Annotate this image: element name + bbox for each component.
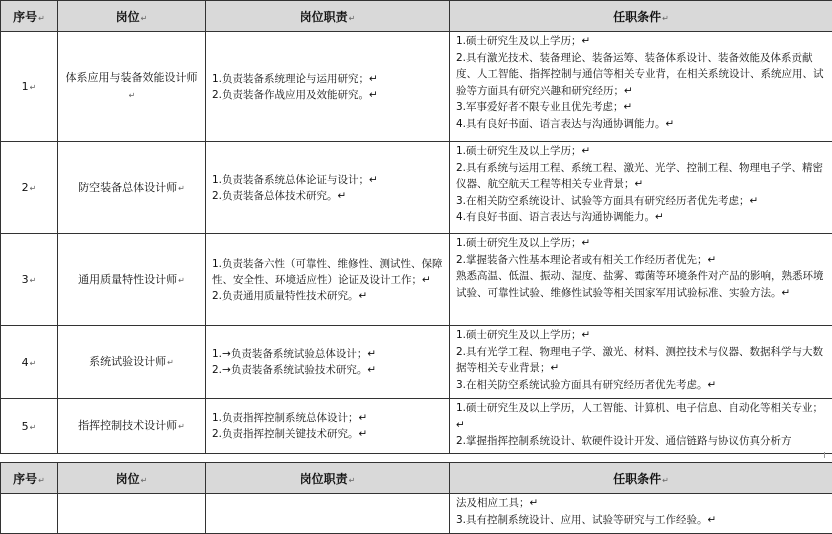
requirement-line: 1.硕士研究生及以上学历；↵	[456, 235, 826, 252]
duty-line: 1.负责指挥控制系统总体设计；↵	[212, 410, 445, 426]
row-position: 通用质量特性设计师↵	[58, 234, 206, 326]
duty-line: 1.→负责装备系统试验总体设计；↵	[212, 346, 445, 362]
duty-line: 2.负责通用质量特性技术研究。↵	[212, 288, 445, 304]
duty-line: 2.→负责装备系统试验技术研究。↵	[212, 362, 445, 378]
row-position	[58, 494, 206, 534]
requirement-line: 3.在相关防空系统设计、试验等方面具有研究经历者优先考虑；↵	[456, 193, 826, 210]
row-requirements	[450, 494, 832, 534]
header-requirements: 任职条件↵	[450, 1, 832, 32]
header-index: 序号↵	[1, 1, 58, 32]
requirement-line: 熟悉高温、低温、振动、湿度、盐雾、霉菌等环境条件对产品的影响，熟悉环境试验、可靠性试验、维修性试验等相关国家军用试验标准、实验方法。↵	[456, 268, 826, 301]
requirement-line: 1.硕士研究生及以上学历，人工智能、计算机、电子信息、自动化等相关专业；↵	[456, 400, 826, 433]
table-row	[1, 32, 832, 142]
row-duties	[206, 326, 450, 399]
header-position: 岗位↵	[58, 463, 206, 494]
duty-line: 2.负责指挥控制关键技术研究。↵	[212, 426, 445, 442]
requirement-line: 2.具有光学工程、物理电子学、激光、材料、测控技术与仪器、数据科学与大数据等相关专业背景；↵	[456, 344, 826, 377]
row-position: 防空装备总体设计师↵	[58, 142, 206, 234]
duty-line: 1.负责装备系统理论与运用研究；↵	[212, 71, 445, 87]
row-index: 4↵	[1, 326, 58, 399]
table-row	[1, 234, 832, 326]
requirement-line: 3.军事爱好者不限专业且优先考虑；↵	[456, 99, 826, 116]
row-position: 系统试验设计师↵	[58, 326, 206, 399]
requirement-line: 1.硕士研究生及以上学历；↵	[456, 143, 826, 160]
table-row	[1, 494, 832, 534]
page-break	[0, 454, 832, 462]
header-duties: 岗位职责↵	[206, 1, 450, 32]
row-requirements	[450, 326, 832, 399]
row-requirements	[450, 142, 832, 234]
table-row	[1, 326, 832, 399]
row-duties	[206, 234, 450, 326]
page-corner-mark	[824, 452, 831, 458]
row-requirements	[450, 32, 832, 142]
header-position: 岗位↵	[58, 1, 206, 32]
duty-line: 1.负责装备六性（可靠性、维修性、测试性、保障性、安全性、环境适应性）论证及设计工作；↵	[212, 256, 445, 288]
row-index: 5↵	[1, 399, 58, 454]
table-row	[1, 142, 832, 234]
row-requirements	[450, 234, 832, 326]
row-index: 1↵	[1, 32, 58, 142]
row-duties	[206, 494, 450, 534]
header-index: 序号↵	[1, 463, 58, 494]
header-requirements: 任职条件↵	[450, 463, 832, 494]
requirement-line: 2.掌握指挥控制系统设计、软硬件设计开发、通信链路与协议仿真分析方	[456, 433, 826, 450]
row-requirements	[450, 399, 832, 454]
duty-line: 2.负责装备总体技术研究。↵	[212, 188, 445, 204]
requirement-line: 2.具有激光技术、装备理论、装备运筹、装备体系设计、装备效能及体系贡献度、人工智能、指挥控制与通信等相关专业背，在相关系统设计、系统应用、试验等方面具有研究兴趣和研究经历；↵	[456, 50, 826, 100]
requirement-line: 3.具有控制系统设计、应用、试验等研究与工作经验。↵	[456, 512, 826, 529]
row-index	[1, 494, 58, 534]
requirement-line: 3.在相关防空系统试验方面具有研究经历者优先考虑。↵	[456, 377, 826, 394]
row-index: 2↵	[1, 142, 58, 234]
requirement-line: 2.具有系统与运用工程、系统工程、激光、光学、控制工程、物理电子学、精密仪器、航空航天工程等相关专业背景；↵	[456, 160, 826, 193]
row-position: 体系应用与装备效能设计师↵	[58, 32, 206, 142]
requirement-line: 4.有良好书面、语言表达与沟通协调能力。↵	[456, 209, 826, 226]
requirement-line: 法及相应工具；↵	[456, 495, 826, 512]
duty-line: 2.负责装备作战应用及效能研究。↵	[212, 87, 445, 103]
duty-line: 1.负责装备系统总体论证与设计；↵	[212, 172, 445, 188]
row-index: 3↵	[1, 234, 58, 326]
positions-table-continued	[0, 462, 832, 534]
requirement-line: 1.硕士研究生及以上学历；↵	[456, 33, 826, 50]
row-duties	[206, 32, 450, 142]
row-position: 指挥控制技术设计师↵	[58, 399, 206, 454]
header-duties: 岗位职责↵	[206, 463, 450, 494]
table-header-row	[1, 1, 832, 32]
requirement-line: 4.具有良好书面、语言表达与沟通协调能力。↵	[456, 116, 826, 133]
table-row	[1, 399, 832, 454]
row-duties	[206, 399, 450, 454]
requirement-line: 1.硕士研究生及以上学历；↵	[456, 327, 826, 344]
requirement-line: 2.掌握装备六性基本理论者或有相关工作经历者优先；↵	[456, 252, 826, 269]
row-duties	[206, 142, 450, 234]
table-header-row	[1, 463, 832, 494]
